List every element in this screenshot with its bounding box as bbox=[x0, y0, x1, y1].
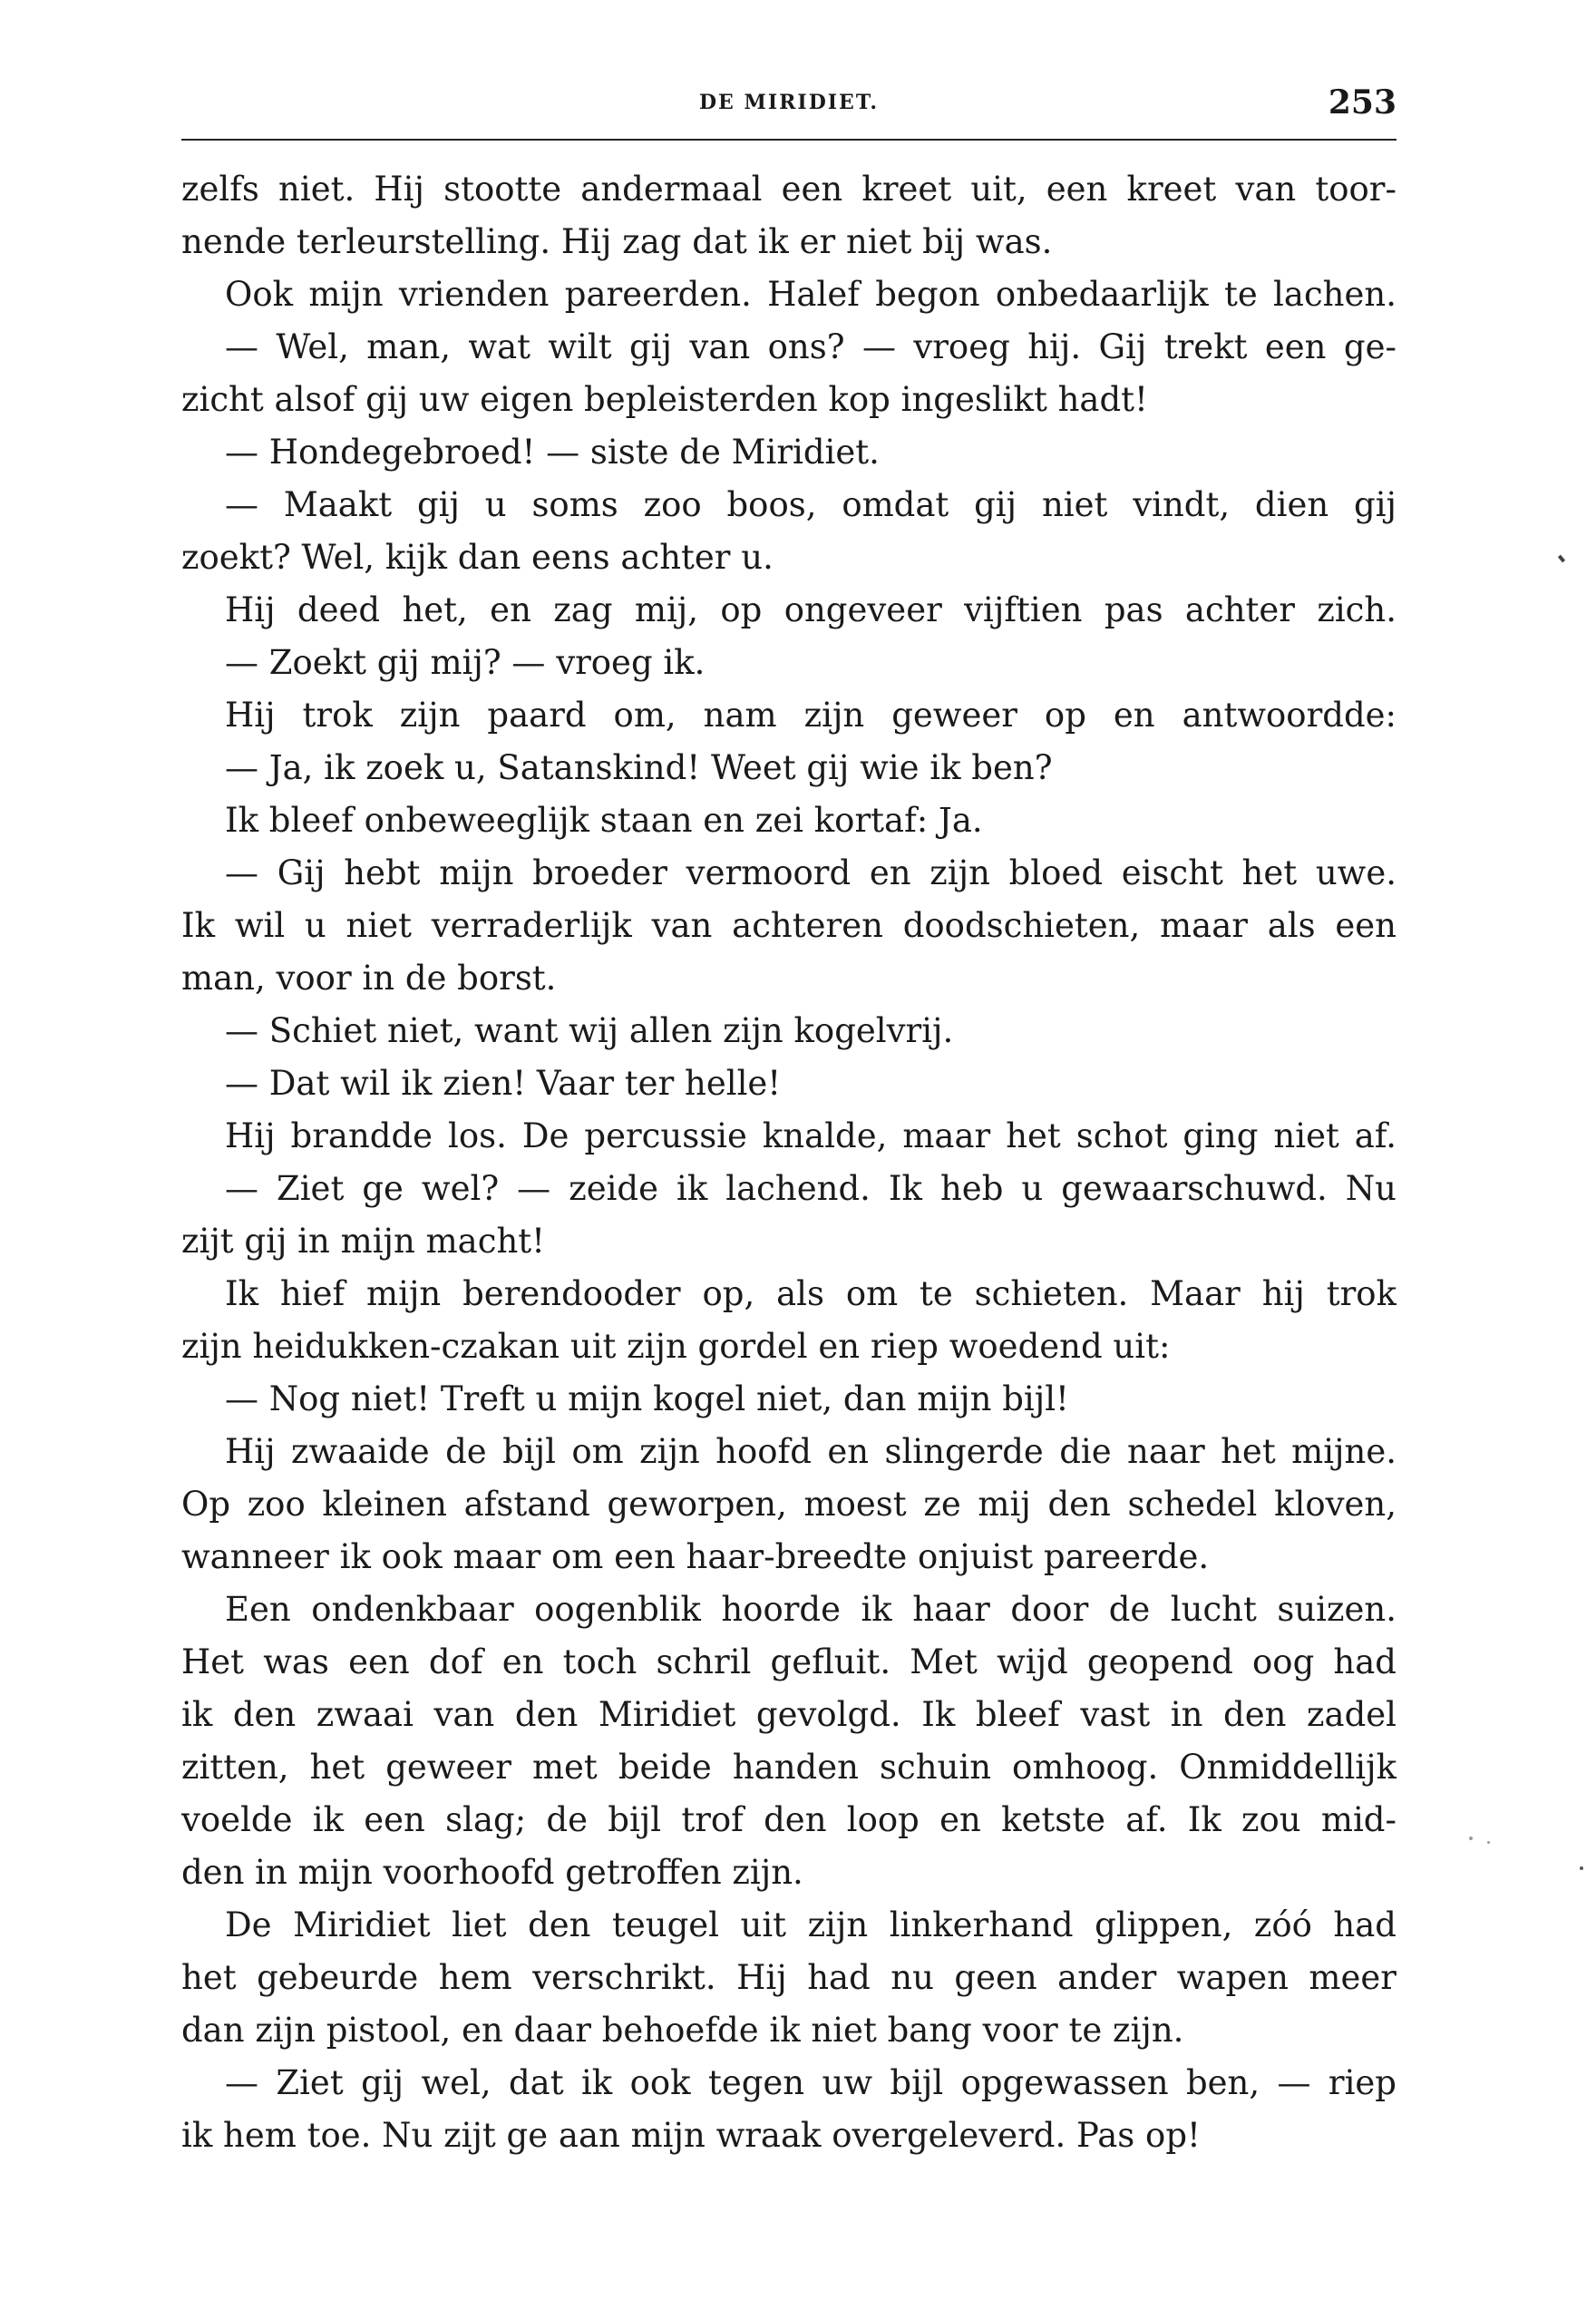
text-line: Hij brandde los. De percussie knalde, maar het schot ging niet af. bbox=[225, 1116, 1396, 1155]
text-line: zelfs niet. Hij stootte andermaal een kreet uit, een kreet van toor- bbox=[181, 170, 1396, 209]
text-line: — Hondegebroed! — siste de Miridiet. bbox=[225, 433, 880, 472]
text-line: man, voor in de borst. bbox=[181, 959, 557, 998]
text-line: zijn heidukken-czakan uit zijn gordel en riep woedend uit: bbox=[181, 1327, 1171, 1366]
body-text bbox=[181, 163, 1396, 2162]
text-line: nende terleurstelling. Hij zag dat ik er niet bij was. bbox=[181, 222, 1053, 261]
print-speck bbox=[1469, 1837, 1473, 1840]
print-mark bbox=[1558, 555, 1565, 563]
text-line: — Schiet niet, want wij allen zijn kogelvrij. bbox=[225, 1011, 954, 1050]
text-line: Hij deed het, en zag mij, op ongeveer vijftien pas achter zich. bbox=[225, 590, 1396, 629]
print-speck bbox=[1580, 1866, 1583, 1870]
print-speck bbox=[1487, 1841, 1490, 1844]
text-line: — Ziet ge wel? — zeide ik lachend. Ik heb u gewaarschuwd. Nu bbox=[225, 1169, 1396, 1208]
text-line: Het was een dof en toch schril gefluit. Met wijd geopend oog had bbox=[181, 1642, 1396, 1681]
text-line: — Nog niet! Treft u mijn kogel niet, dan mijn bijl! bbox=[225, 1379, 1069, 1418]
text-line: Ook mijn vrienden pareerden. Halef begon onbedaarlijk te lachen. bbox=[225, 275, 1396, 314]
text-line: ik den zwaai van den Miridiet gevolgd. Ik bleef vast in den zadel bbox=[181, 1695, 1396, 1734]
text-line: zitten, het geweer met beide handen schuin omhoog. Onmiddellijk bbox=[181, 1748, 1396, 1787]
text-line: Ik bleef onbeweeglijk staan en zei kortaf: Ja. bbox=[225, 801, 983, 840]
text-line: Hij zwaaide de bijl om zijn hoofd en slingerde die naar het mijne. bbox=[225, 1432, 1396, 1471]
text-line: — Gij hebt mijn broeder vermoord en zijn bloed eischt het uwe. bbox=[225, 853, 1396, 892]
text-line: zicht alsof gij uw eigen bepleisterden kop ingeslikt hadt! bbox=[181, 380, 1148, 419]
page-header bbox=[181, 83, 1396, 138]
page-number: 253 bbox=[1328, 83, 1396, 122]
text-line: zijt gij in mijn macht! bbox=[181, 1222, 546, 1261]
text-line: De Miridiet liet den teugel uit zijn linkerhand glippen, zóó had bbox=[225, 1905, 1396, 1944]
text-line: — Zoekt gij mij? — vroeg ik. bbox=[225, 643, 706, 682]
text-line: den in mijn voorhoofd getroffen zijn. bbox=[181, 1853, 803, 1892]
text-line: ik hem toe. Nu zijt ge aan mijn wraak overgeleverd. Pas op! bbox=[181, 2116, 1201, 2155]
text-line: — Ziet gij wel, dat ik ook tegen uw bijl opgewassen ben, — riep bbox=[225, 2063, 1396, 2102]
text-line: voelde ik een slag; de bijl trof den loop en ketste af. Ik zou mid- bbox=[181, 1800, 1396, 1839]
text-line: Op zoo kleinen afstand geworpen, moest ze mij den schedel kloven, bbox=[181, 1485, 1396, 1524]
text-line: — Wel, man, wat wilt gij van ons? — vroeg hij. Gij trekt een ge- bbox=[225, 327, 1396, 366]
text-line: dan zijn pistool, en daar behoefde ik niet bang voor te zijn. bbox=[181, 2011, 1184, 2050]
text-line: Een ondenkbaar oogenblik hoorde ik haar door de lucht suizen. bbox=[225, 1590, 1396, 1629]
text-line: Ik wil u niet verraderlijk van achteren doodschieten, maar als een bbox=[181, 906, 1396, 945]
text-line: — Dat wil ik zien! Vaar ter helle! bbox=[225, 1064, 782, 1103]
text-line: zoekt? Wel, kijk dan eens achter u. bbox=[181, 538, 774, 577]
running-title: DE MIRIDIET. bbox=[698, 91, 880, 114]
header-rule bbox=[181, 139, 1396, 141]
text-line: — Maakt gij u soms zoo boos, omdat gij niet vindt, dien gij bbox=[225, 485, 1396, 524]
text-line: Ik hief mijn berendooder op, als om te schieten. Maar hij trok bbox=[225, 1274, 1396, 1313]
text-line: het gebeurde hem verschrikt. Hij had nu geen ander wapen meer bbox=[181, 1958, 1396, 1997]
text-line: wanneer ik ook maar om een haar-breedte onjuist pareerde. bbox=[181, 1537, 1210, 1576]
text-line: — Ja, ik zoek u, Satanskind! Weet gij wie ik ben? bbox=[225, 748, 1053, 787]
text-line: Hij trok zijn paard om, nam zijn geweer op en antwoordde: bbox=[225, 696, 1396, 735]
